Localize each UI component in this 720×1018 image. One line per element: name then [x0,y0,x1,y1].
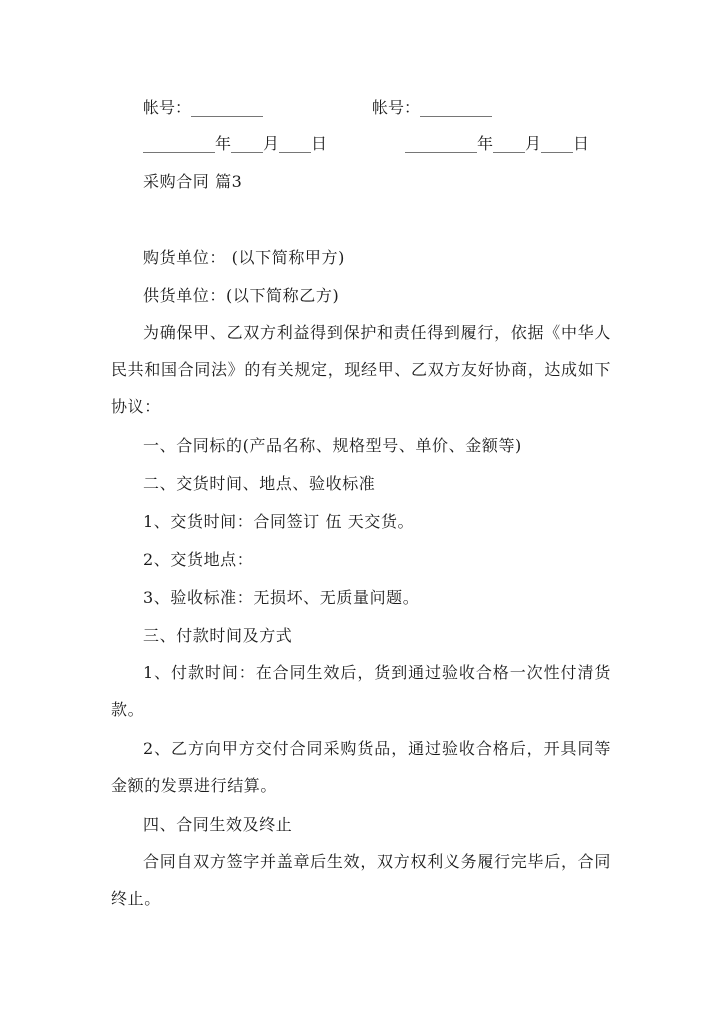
date-right: _________年____月____日 [405,134,590,153]
account-left: 帐号：_________ [143,98,264,117]
date-left: _________年____月____日 [143,134,328,153]
delivery-place-line: 2、交货地点： [143,550,254,569]
acceptance-standard-line: 3、验收标准：无损坏、无质量问题。 [143,588,420,607]
section-3-heading: 三、付款时间及方式 [143,626,293,645]
section-4-heading: 四、合同生效及终止 [143,815,293,834]
intro-paragraph: 为确保甲、乙双方利益得到保护和责任得到履行，依据《中华人民共和国合同法》的有关规定，现经甲、乙双方友好协商，达成如下协议： [111,323,611,416]
section-1-heading: 一、合同标的(产品名称、规格型号、单价、金额等) [143,436,522,455]
account-right: 帐号：_________ [372,98,493,117]
document-title: 采购合同 篇3 [143,172,243,191]
delivery-time-line: 1、交货时间：合同签订 伍 天交货。 [143,512,415,531]
payment-time-paragraph: 1、付款时间：在合同生效后，货到通过验收合格一次性付清货款。 [111,663,611,719]
buyer-line: 购货单位： (以下简称甲方) [143,248,345,267]
supplier-line: 供货单位：(以下简称乙方) [143,286,340,305]
section-2-heading: 二、交货时间、地点、验收标准 [143,474,376,493]
effect-termination-paragraph: 合同自双方签字并盖章后生效，双方权利义务履行完毕后，合同终止。 [111,852,611,908]
invoice-paragraph: 2、乙方向甲方交付合同采购货品，通过验收合格后，开具同等金额的发票进行结算。 [111,739,611,795]
